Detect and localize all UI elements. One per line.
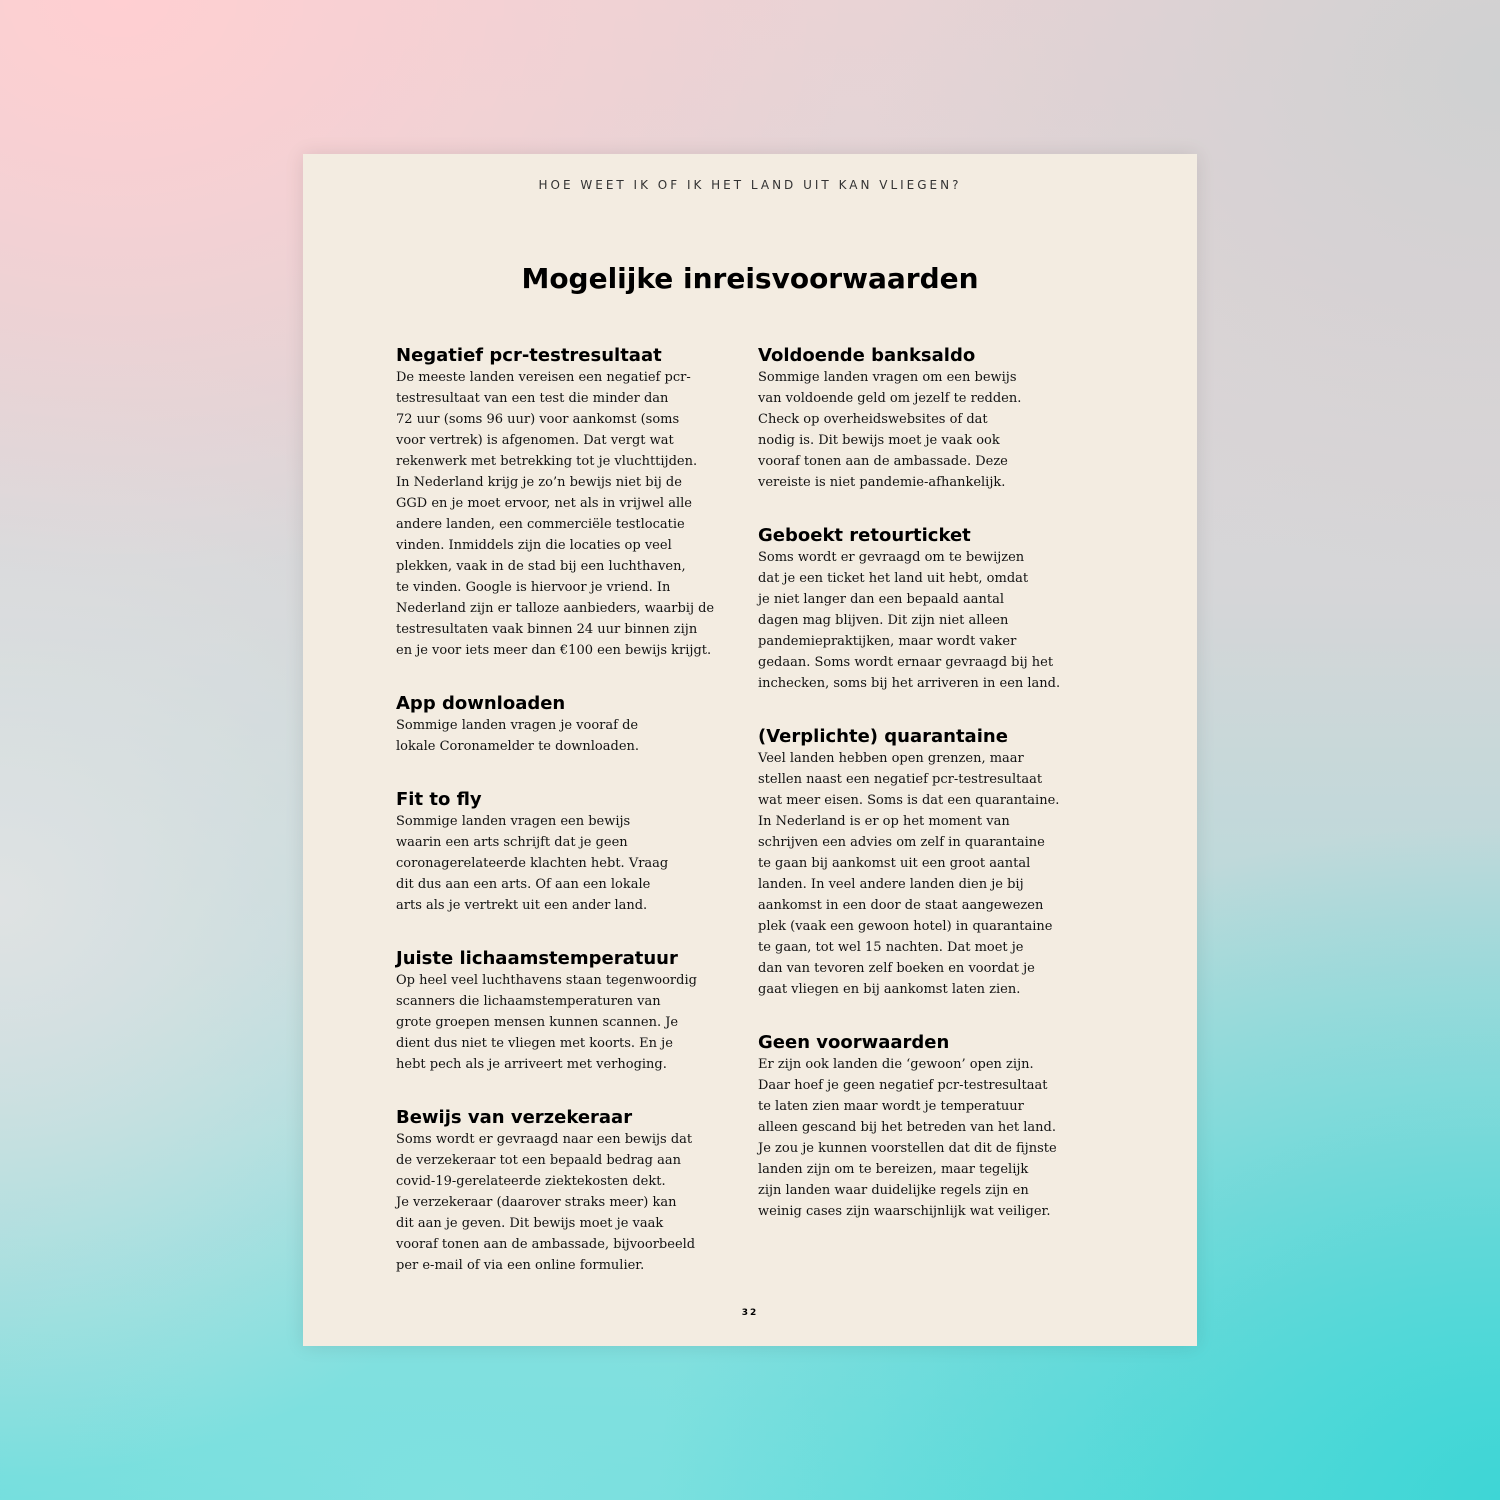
section-heading: Geboekt retourticket (758, 525, 971, 546)
section-verplichte-quarantaine (758, 726, 1103, 1000)
section-body: De meeste landen vereisen een negatief pcr- testresultaat van een test die minder dan 72 uur (soms 96 uur) voor aankomst (soms voor vertrek) is afgenomen. Dat vergt wat rekenwerk met betrekking tot je vluchttijden. In Nederland krijg je zo’n bewijs niet bij de GGD en je moet ervoor, net als in vrijwel alle andere landen, een commerciële testlocatie vinden. Inmiddels zijn die locaties op veel plekken, vaak in de stad bij een luchthaven, te vinden. Google is hiervoor je vriend. In Nederland zijn er talloze aanbieders, waarbij de testresultaten vaak binnen 24 uur binnen zijn en je voor iets meer dan €100 een bewijs krijgt. (396, 370, 715, 658)
section-body: Op heel veel luchthavens staan tegenwoordig scanners die lichaamstemperaturen van grote groepen mensen kunnen scannen. Je dient dus niet te vliegen met koorts. En je hebt pech als je arriveert met verhoging. (396, 973, 697, 1072)
page-title: Mogelijke inreisvoorwaarden (521, 262, 979, 295)
section-geboekt-retourticket (758, 525, 1103, 694)
left-column (396, 345, 751, 1308)
section-body: Er zijn ook landen die ‘gewoon’ open zijn. Daar hoef je geen negatief pcr-testresultaat te laten zien maar wordt je temperatuur alleen gescand bij het betreden van het land. Je zou je kunnen voorstellen dat dit de fijnste landen zijn om te bereizen, maar tegelijk zijn landen waar duidelijke regels zijn en weinig cases zijn waarschijnlijk wat veiliger. (758, 1057, 1057, 1219)
section-body: Soms wordt er gevraagd om te bewijzen dat je een ticket het land uit hebt, omdat je niet langer dan een bepaald aantal dagen mag blijven. Dit zijn niet alleen pandemiepraktijken, maar wordt vaker gedaan. Soms wordt ernaar gevraagd bij het inchecken, soms bij het arriveren in een land. (758, 550, 1061, 691)
section-heading: Fit to fly (396, 789, 482, 810)
section-body: Soms wordt er gevraagd naar een bewijs dat de verzekeraar tot een bepaald bedrag aan covid-19-gerelateerde ziektekosten dekt. Je verzekeraar (daarover straks meer) kan dit aan je geven. Dit bewijs moet je vaak vooraf tonen aan de ambassade, bijvoorbeeld per e-mail of via een online formulier. (396, 1132, 696, 1273)
section-juiste-lichaamstemperatuur (396, 948, 751, 1075)
section-geen-voorwaarden (758, 1032, 1103, 1222)
section-heading: Geen voorwaarden (758, 1032, 950, 1053)
page-number: 32 (741, 1308, 759, 1318)
section-negatief-pcr-testresultaat (396, 345, 751, 661)
section-heading: Negatief pcr-testresultaat (396, 345, 662, 366)
section-bewijs-van-verzekeraar (396, 1107, 751, 1276)
section-body: Sommige landen vragen om een bewijs van voldoende geld om jezelf te redden. Check op overheidswebsites of dat nodig is. Dit bewijs moet je vaak ook vooraf tonen aan de ambassade. Deze vereiste is niet pandemie-afhankelijk. (758, 370, 1022, 490)
section-fit-to-fly (396, 789, 751, 916)
book-page (303, 154, 1197, 1346)
section-heading: Juiste lichaamstemperatuur (396, 948, 678, 969)
section-heading: (Verplichte) quarantaine (758, 726, 1008, 747)
section-heading: Bewijs van verzekeraar (396, 1107, 633, 1128)
section-heading: App downloaden (396, 693, 566, 714)
section-body: Veel landen hebben open grenzen, maar stellen naast een negatief pcr-testresultaat wat meer eisen. Soms is dat een quarantaine. In Nederland is er op het moment van schrijven een advies om zelf in quarantaine te gaan bij aankomst uit een groot aantal landen. In veel andere landen dien je bij aankomst in een door de staat aangewezen plek (vaak een gewoon hotel) in quarantaine te gaan, tot wel 15 nachten. Dat moet je dan van tevoren zelf boeken en voordat je gaat vliegen en bij aankomst laten zien. (758, 751, 1060, 997)
section-body: Sommige landen vragen je vooraf de lokale Coronamelder te downloaden. (396, 718, 640, 754)
running-head: HOE WEET IK OF IK HET LAND UIT KAN VLIEGEN? (538, 178, 962, 192)
section-heading: Voldoende banksaldo (758, 345, 976, 366)
section-voldoende-banksaldo (758, 345, 1103, 493)
section-body: Sommige landen vragen een bewijs waarin een arts schrijft dat je geen coronagerelateerde klachten hebt. Vraag dit dus aan een arts. Of aan een lokale arts als je vertrekt uit een ander land. (396, 814, 669, 913)
section-app-downloaden (396, 693, 751, 757)
right-column (758, 345, 1103, 1254)
